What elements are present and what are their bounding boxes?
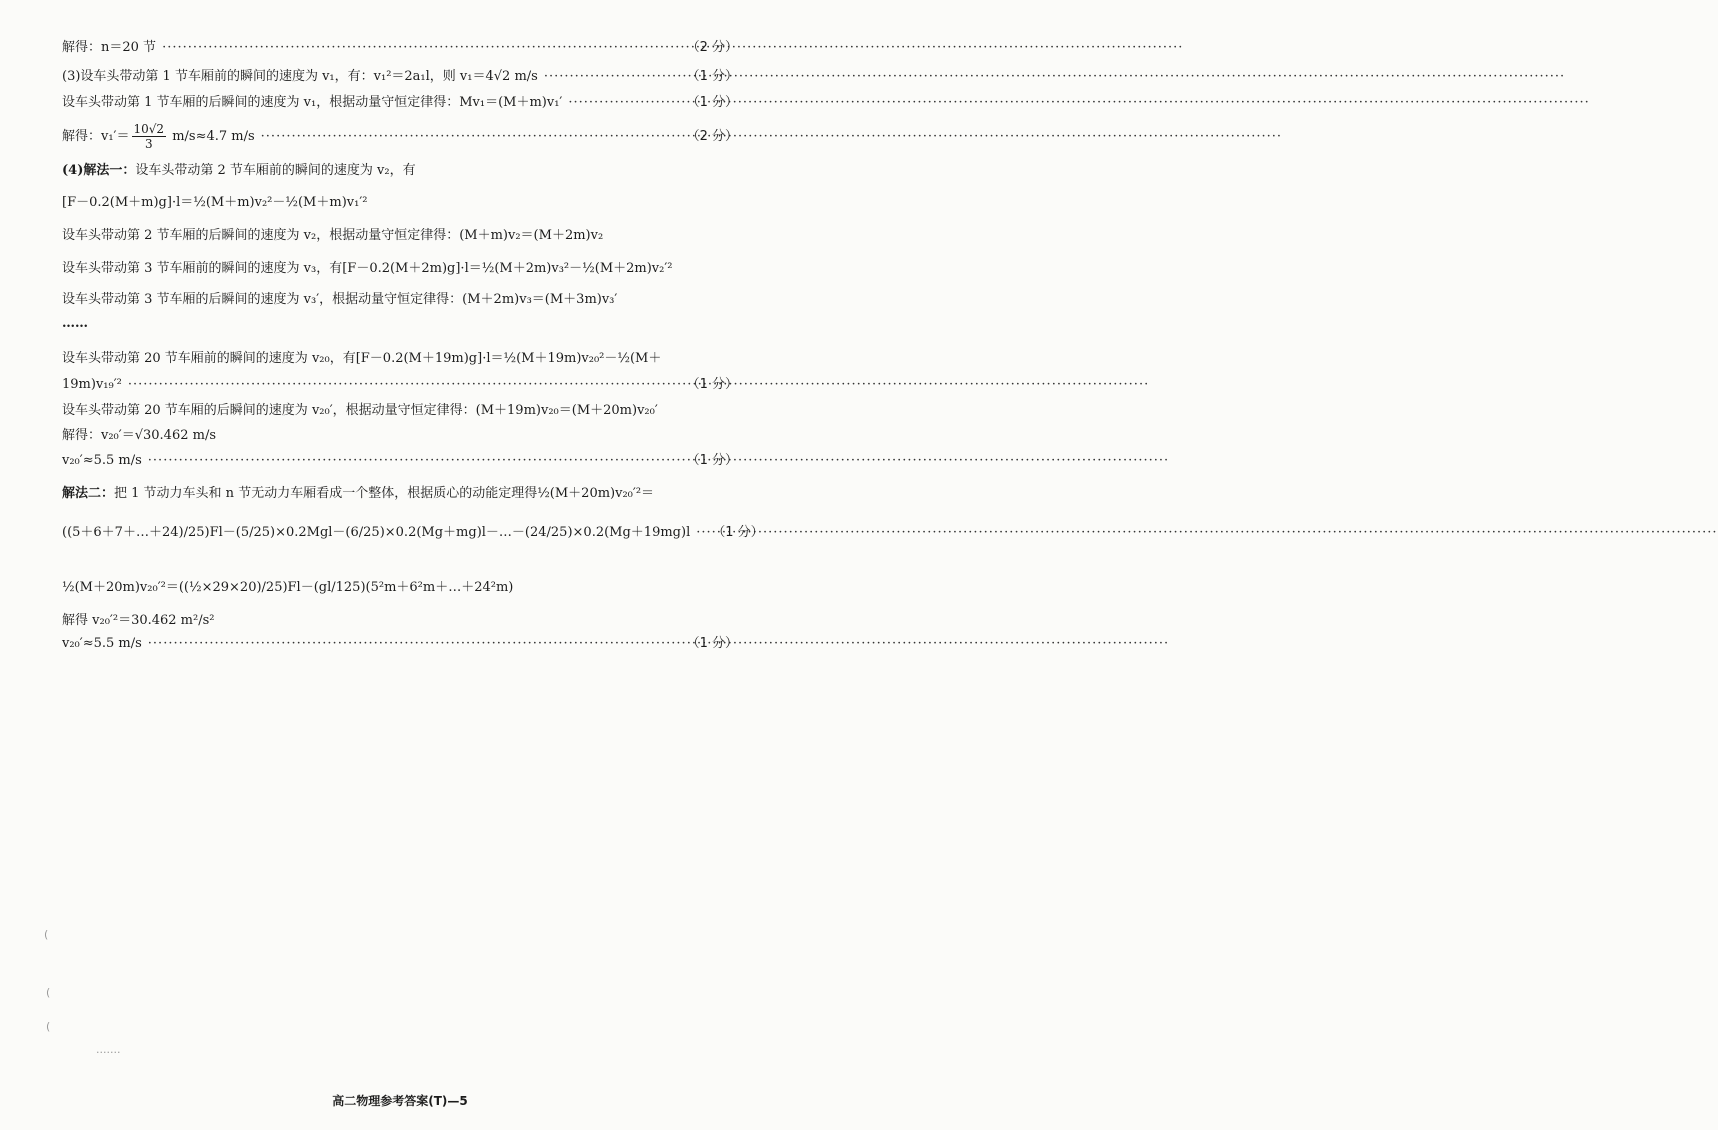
- leader-dots: [568, 92, 680, 114]
- line-method2-intro: 解法二：把 1 节动力车头和 n 节无动力车厢看成一个整体，根据质心的动能定理得½(M＋20m)v₂₀′²＝: [62, 486, 655, 501]
- line-part3-v1: (3)设车头带动第 1 节车厢前的瞬间的速度为 v₁，有：v₁²＝2a₁l，则 v₁＝4√2 m/s ····· （1 分）: [62, 66, 738, 88]
- scan-smudge: ·······: [96, 1046, 121, 1059]
- line-part3-momentum: 设车头带动第 1 节车厢的后瞬间的速度为 v₁，根据动量守恒定律得：Mv₁＝(M＋m)v₁′ ····· （1 分）: [62, 92, 738, 114]
- score: （2 分）: [686, 40, 738, 55]
- scan-smudge: (: [46, 986, 51, 999]
- leader-dots: [148, 633, 681, 655]
- line-method1-eq20-cont: 19m)v₁₉′² ····· （1 分）: [62, 374, 738, 396]
- line-method1-momentum3: 设车头带动第 3 节车厢的后瞬间的速度为 v₃′，根据动量守恒定律得：(M＋2m)v₃＝(M＋3m)v₃′: [62, 292, 618, 307]
- line-method2-solve: 解得 v₂₀′²＝30.462 m²/s²: [62, 613, 215, 628]
- score: （1 分）: [686, 636, 738, 651]
- line-method2-eq1: ((5＋6＋7＋…＋24)/25)Fl－(5/25)×0.2Mgl－(6/25)×0.2(Mg＋mg)l－…－(24/25)×0.2(Mg＋19mg)l ····· （1 分）: [62, 513, 738, 553]
- line-method1-result: v₂₀′≈5.5 m/s ····· （1 分）: [62, 450, 738, 472]
- leader-dots: [148, 450, 681, 472]
- line-method1-eq3: 设车头带动第 3 节车厢前的瞬间的速度为 v₃，有[F－0.2(M＋2m)g]·l＝½(M＋2m)v₃²－½(M＋2m)v₂′²: [62, 261, 673, 276]
- line-method1-intro: (4)解法一：设车头带动第 2 节车厢前的瞬间的速度为 v₂，有: [62, 163, 416, 178]
- line-method2-eq2: ½(M＋20m)v₂₀′²＝((½×29×20)/25)Fl－(gl/125)(5²m＋6²m＋…＋24²m): [62, 580, 514, 595]
- scan-smudge: (: [44, 928, 49, 941]
- line-method1-momentum20: 设车头带动第 20 节车厢的后瞬间的速度为 v₂₀′，根据动量守恒定律得：(M＋19m)v₂₀＝(M＋20m)v₂₀′: [62, 403, 658, 418]
- leader-dots: [544, 66, 681, 88]
- fraction: $\frac{10√2}{3}$: [133, 122, 165, 151]
- leader-dots: [696, 513, 706, 553]
- page-footer: 高二物理参考答案(T)—5: [332, 1094, 468, 1108]
- line-method1-eq20: 设车头带动第 20 节车厢前的瞬间的速度为 v₂₀，有[F－0.2(M＋19m)g]·l＝½(M＋19m)v₂₀²－½(M＋: [62, 351, 662, 366]
- line-method1-momentum2: 设车头带动第 2 节车厢的后瞬间的速度为 v₂，根据动量守恒定律得：(M＋m)v₂＝(M＋2m)v₂: [62, 228, 604, 243]
- score: （1 分）: [686, 377, 738, 392]
- scan-smudge: (: [46, 1020, 51, 1033]
- leader-dots: [162, 37, 681, 59]
- line-part3-result: 解得：v₁′＝ $\frac{10√2}{3}$ m/s≈4.7 m/s ····· （2 分）: [62, 117, 738, 157]
- leader-dots: [128, 374, 681, 396]
- leader-dots: [261, 117, 681, 157]
- score: （1 分）: [686, 95, 738, 110]
- score: （1 分）: [686, 453, 738, 468]
- line-solution-n: 解得：n＝20 节 ····· （2 分）: [62, 37, 738, 59]
- line-ellipsis: ……: [62, 316, 88, 331]
- score: （1 分）: [712, 525, 764, 540]
- line-method1-solve: 解得：v₂₀′＝√30.462 m/s: [62, 428, 217, 443]
- score: （2 分）: [686, 129, 738, 144]
- score: （1 分）: [686, 69, 738, 84]
- line-method2-result: v₂₀′≈5.5 m/s ····· （1 分）: [62, 633, 738, 655]
- line-method1-eq1: [F－0.2(M＋m)g]·l＝½(M＋m)v₂²－½(M＋m)v₁′²: [62, 195, 368, 210]
